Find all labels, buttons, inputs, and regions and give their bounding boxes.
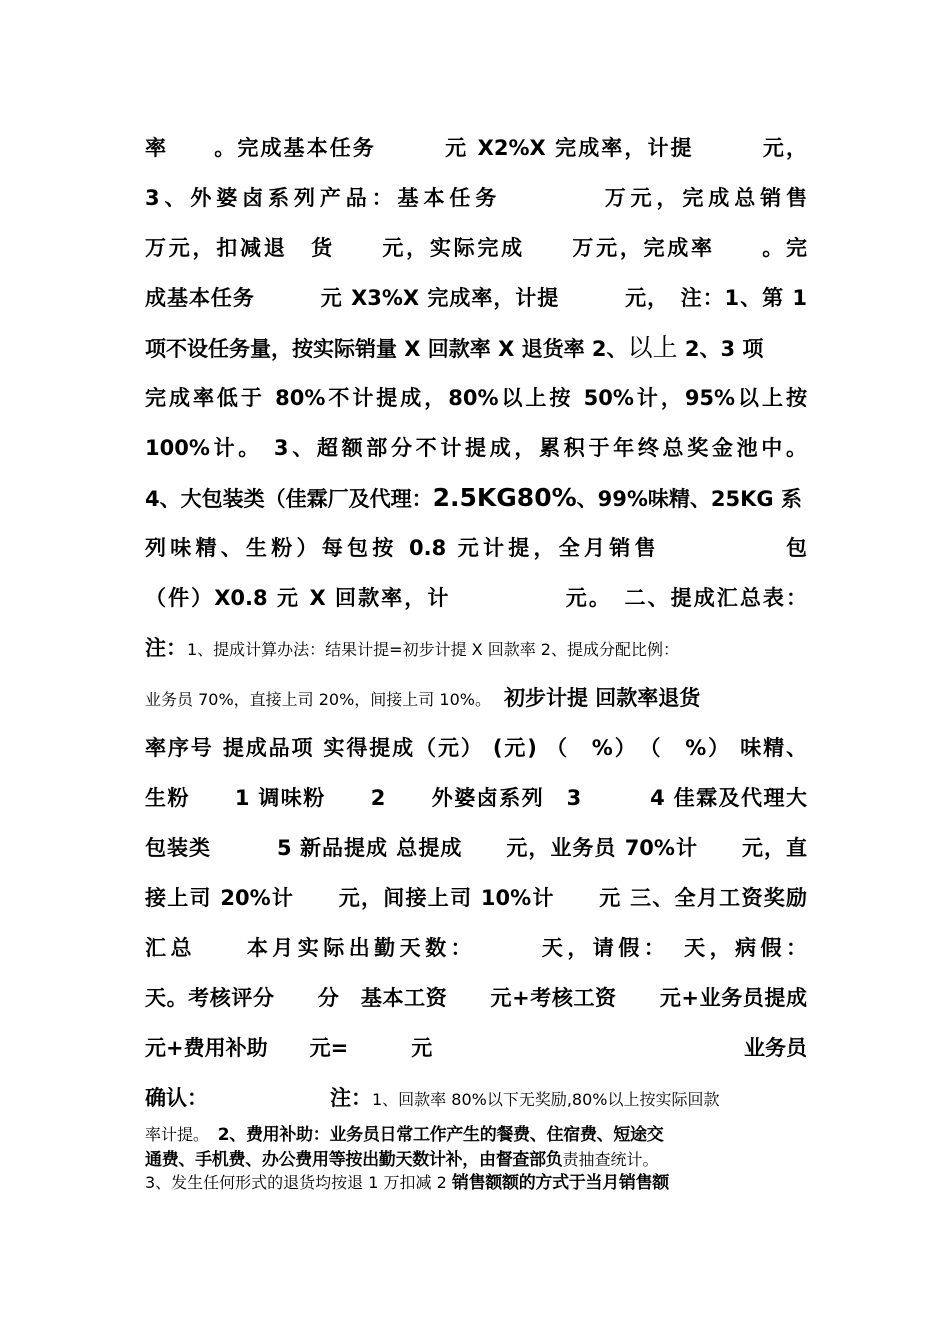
- text-segment: 、99%味精、25KG 系: [576, 487, 802, 511]
- text-segment: 2、费用补助：业务员日常工作产生的餐费、住宿费、短途交: [201, 1125, 664, 1145]
- text-line-12: [145, 683, 807, 715]
- text-line-20: [145, 1083, 807, 1113]
- text-line-17: 汇总 本月实际出勤天数： 天，请假： 天，病假：: [145, 936, 807, 960]
- text-segment-small: 率计提。: [145, 1125, 202, 1144]
- text-segment-small: 3、发生任何形式的退货均按退 1 万扣减 2: [145, 1173, 452, 1192]
- text-line-19: [145, 1033, 807, 1063]
- text-segment: 通费、手机费、办公费用等按出勤天数计补，由督查部负: [145, 1150, 563, 1170]
- text-line-5: [145, 333, 807, 364]
- text-line-1: 率 。完成基本任务 元 X2%X 完成率，计提 元，: [145, 136, 807, 160]
- text-segment-small: 1、回款率 80%以下无奖励,80%以上按实际回款: [372, 1090, 720, 1109]
- text-segment: 初步计提 回款率退货: [482, 686, 701, 710]
- text-segment-small: 责抽查统计。: [562, 1150, 659, 1169]
- text-segment-large: 以上: [627, 333, 678, 362]
- text-segment-small: 业务员 70%，直接上司 20%，间接上司 10%。: [145, 690, 483, 709]
- text-line-10: （件）X0.8 元 X 回款率，计 元。 二、提成汇总表：: [145, 586, 807, 610]
- text-segment: 2、3 项: [677, 337, 764, 361]
- text-line-15: 包装类 5 新品提成 总提成 元，业务员 70%计 元，直: [145, 836, 807, 860]
- text-line-23: [145, 1166, 807, 1198]
- text-line-4: 成基本任务 元 X3%X 完成率，计提 元， 注：1、第 1: [145, 286, 807, 310]
- text-segment: 项不设任务量，按实际销量 X 回款率 X 退货率 2、: [145, 337, 628, 361]
- text-line-9: 列味精、生粉）每包按 0.8 元计提，全月销售 包: [145, 536, 807, 560]
- text-line-6: 完成率低于 80%不计提成，80%以上按 50%计，95%以上按: [145, 386, 807, 410]
- text-line-8: [145, 483, 807, 514]
- note-label: 注：: [145, 636, 187, 660]
- text-segment: 4、大包装类（佳霖厂及代理：: [145, 487, 433, 511]
- text-line-14: 生粉 1 调味粉 2 外婆卤系列 3 4 佳霖及代理大: [145, 786, 807, 810]
- text-line-11: [145, 633, 807, 665]
- text-segment: 元+费用补助 元= 元: [145, 1036, 433, 1060]
- text-line-18: 天。考核评分 分 基本工资 元+考核工资 元+业务员提成: [145, 986, 807, 1010]
- note-block: [330, 1083, 719, 1113]
- text-segment-large: 2.5KG80%: [432, 483, 577, 512]
- text-line-13: 率序号 提成品项 实得提成（元） (元) （ %） （ %） 味精、: [145, 736, 807, 760]
- text-line-7: 100%计。 3、超额部分不计提成，累积于年终总奖金池中。: [145, 436, 807, 460]
- text-segment-small: 1、提成计算办法：结果计提=初步计提 X 回款率 2、提成分配比例：: [187, 640, 679, 659]
- text-line-2: 3、外婆卤系列产品：基本任务 万元，完成总销售: [145, 186, 807, 210]
- text-segment: 销售额额的方式于当月销售额: [451, 1173, 669, 1193]
- text-line-16: 接上司 20%计 元，间接上司 10%计 元 三、全月工资奖励: [145, 886, 807, 910]
- confirm-label: 确认：: [145, 1086, 208, 1110]
- note-label: 注：: [330, 1086, 372, 1110]
- text-line-3: 万元，扣减退 货 元，实际完成 万元，完成率 。完: [145, 236, 807, 260]
- text-segment-right: 业务员: [744, 1036, 807, 1060]
